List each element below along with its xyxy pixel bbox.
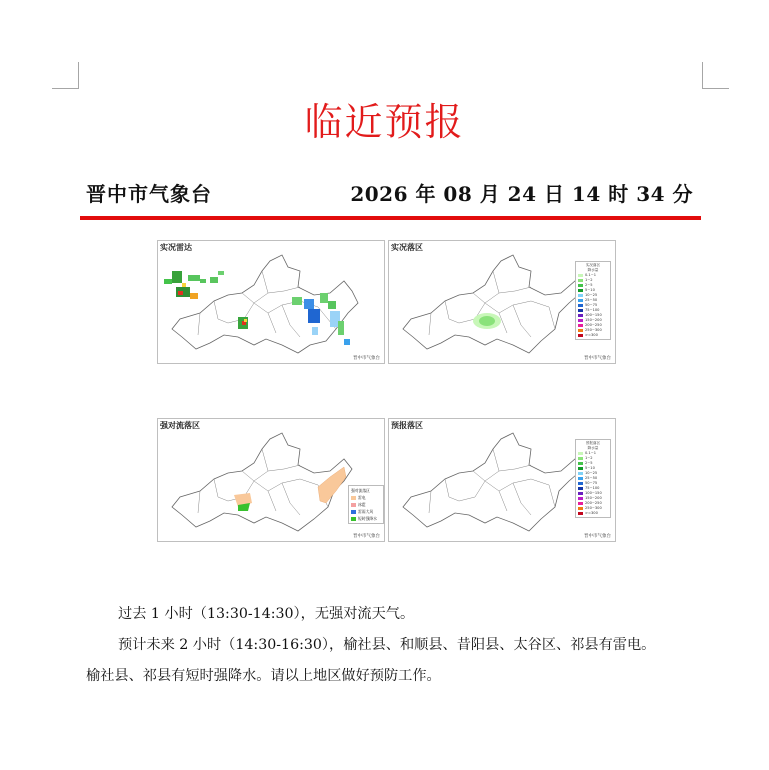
issuer-name: 晋中市气象台 <box>86 182 212 206</box>
convection-legend <box>348 485 384 524</box>
legend-swatch <box>578 289 583 293</box>
paragraph-forecast: 预计未来 2 小时（14:30-16:30），榆社县、和顺县、昔阳县、太谷区、祁县有雷电。 <box>118 637 656 653</box>
legend-swatch <box>578 512 583 516</box>
legend-swatch <box>578 294 583 298</box>
legend-swatch <box>578 309 583 313</box>
legend-item <box>578 333 608 338</box>
legend-swatch <box>578 477 583 481</box>
legend-swatch <box>578 487 583 491</box>
legend-label: 0.1~1 <box>585 451 597 455</box>
legend-label: 1~2 <box>585 456 593 460</box>
precip-legend-live <box>575 261 611 340</box>
radar-echo-northwest <box>164 271 224 299</box>
legend-swatch <box>578 507 583 511</box>
header-red-rule <box>80 216 701 220</box>
legend-label: 150~200 <box>585 496 602 500</box>
paragraph-past: 过去 1 小时（13:30-14:30），无强对流天气。 <box>118 606 415 622</box>
legend-swatch <box>578 284 583 288</box>
legend-swatch <box>578 457 583 461</box>
legend-label: 5~10 <box>585 466 595 470</box>
legend-label: 25~50 <box>585 476 598 480</box>
legend-label: 75~100 <box>585 486 600 490</box>
panel-credit: 晋中市气象台 <box>584 356 611 361</box>
panel-title: 实况落区 <box>391 243 423 252</box>
legend-item <box>351 508 381 515</box>
legend-title: 实况落区 <box>585 263 601 267</box>
panel-title: 预报落区 <box>391 421 423 430</box>
legend-label: 雷雨大风 <box>358 509 374 514</box>
radar-panel <box>157 240 385 364</box>
legend-swatch <box>578 492 583 496</box>
paragraph-forecast-cont: 榆社县、祁县有短时强降水。请以上地区做好预防工作。 <box>86 668 441 684</box>
legend-label: 100~150 <box>585 491 602 495</box>
convection-panel <box>157 418 385 542</box>
legend-swatch <box>578 462 583 466</box>
legend-label: 2~5 <box>585 283 593 287</box>
legend-swatch <box>578 304 583 308</box>
legend-item <box>351 515 381 522</box>
legend-subtitle: 降水量 <box>587 268 599 272</box>
legend-item <box>351 501 381 508</box>
crop-mark-top-left <box>52 62 79 89</box>
issue-datetime: 2026 年 08 月 24 日 14 时 34 分 <box>350 182 693 206</box>
legend-swatch <box>578 452 583 456</box>
legend-label: 2~5 <box>585 461 593 465</box>
legend-label: 50~75 <box>585 481 598 485</box>
legend-item <box>578 511 608 516</box>
legend-label: 5~10 <box>585 288 595 292</box>
legend-item <box>351 494 381 501</box>
legend-label: 10~25 <box>585 471 598 475</box>
legend-label: 50~75 <box>585 303 598 307</box>
document-title: 临近预报 <box>304 100 465 144</box>
panel-credit: 晋中市气象台 <box>353 356 380 361</box>
legend-swatch <box>351 510 356 514</box>
panel-credit: 晋中市气象台 <box>353 534 380 539</box>
panel-credit: 晋中市气象台 <box>584 534 611 539</box>
legend-label: 0.1~1 <box>585 273 597 277</box>
radar-echo-center <box>238 317 248 329</box>
legend-label: 200~250 <box>585 501 602 505</box>
legend-label: 10~25 <box>585 293 598 297</box>
legend-label: 150~200 <box>585 318 602 322</box>
radar-map <box>158 241 384 363</box>
legend-swatch <box>578 329 583 333</box>
legend-label: 短时强降水 <box>358 516 377 521</box>
legend-label: >=300 <box>585 511 598 515</box>
legend-swatch <box>578 314 583 318</box>
legend-swatch <box>578 482 583 486</box>
legend-swatch <box>351 503 356 507</box>
legend-label: 冰雹 <box>358 502 366 507</box>
legend-swatch <box>578 334 583 338</box>
forecast-precip-panel <box>388 418 616 542</box>
panel-title: 实况雷达 <box>160 243 192 252</box>
crop-mark-top-right <box>702 62 729 89</box>
legend-swatch <box>351 517 356 521</box>
legend-swatch <box>578 502 583 506</box>
legend-label: 100~150 <box>585 313 602 317</box>
live-precip-panel <box>388 240 616 364</box>
legend-label: 200~250 <box>585 323 602 327</box>
legend-label: 1~2 <box>585 278 593 282</box>
legend-label: 雷电 <box>358 495 366 500</box>
legend-label: 250~300 <box>585 506 602 510</box>
legend-swatch <box>578 472 583 476</box>
precip-legend-forecast <box>575 439 611 518</box>
legend-swatch <box>578 467 583 471</box>
legend-label: 250~300 <box>585 328 602 332</box>
legend-label: >=300 <box>585 333 598 337</box>
legend-title: 强对流落区 <box>351 488 370 493</box>
legend-swatch <box>578 497 583 501</box>
legend-swatch <box>351 496 356 500</box>
legend-swatch <box>578 299 583 303</box>
legend-label: 25~50 <box>585 298 598 302</box>
legend-swatch <box>578 319 583 323</box>
legend-swatch <box>578 324 583 328</box>
legend-label: 75~100 <box>585 308 600 312</box>
panel-title: 强对流落区 <box>160 421 200 430</box>
legend-swatch <box>578 274 583 278</box>
legend-title: 预报落区 <box>585 441 601 445</box>
legend-swatch <box>578 279 583 283</box>
legend-subtitle: 降水量 <box>587 446 599 450</box>
